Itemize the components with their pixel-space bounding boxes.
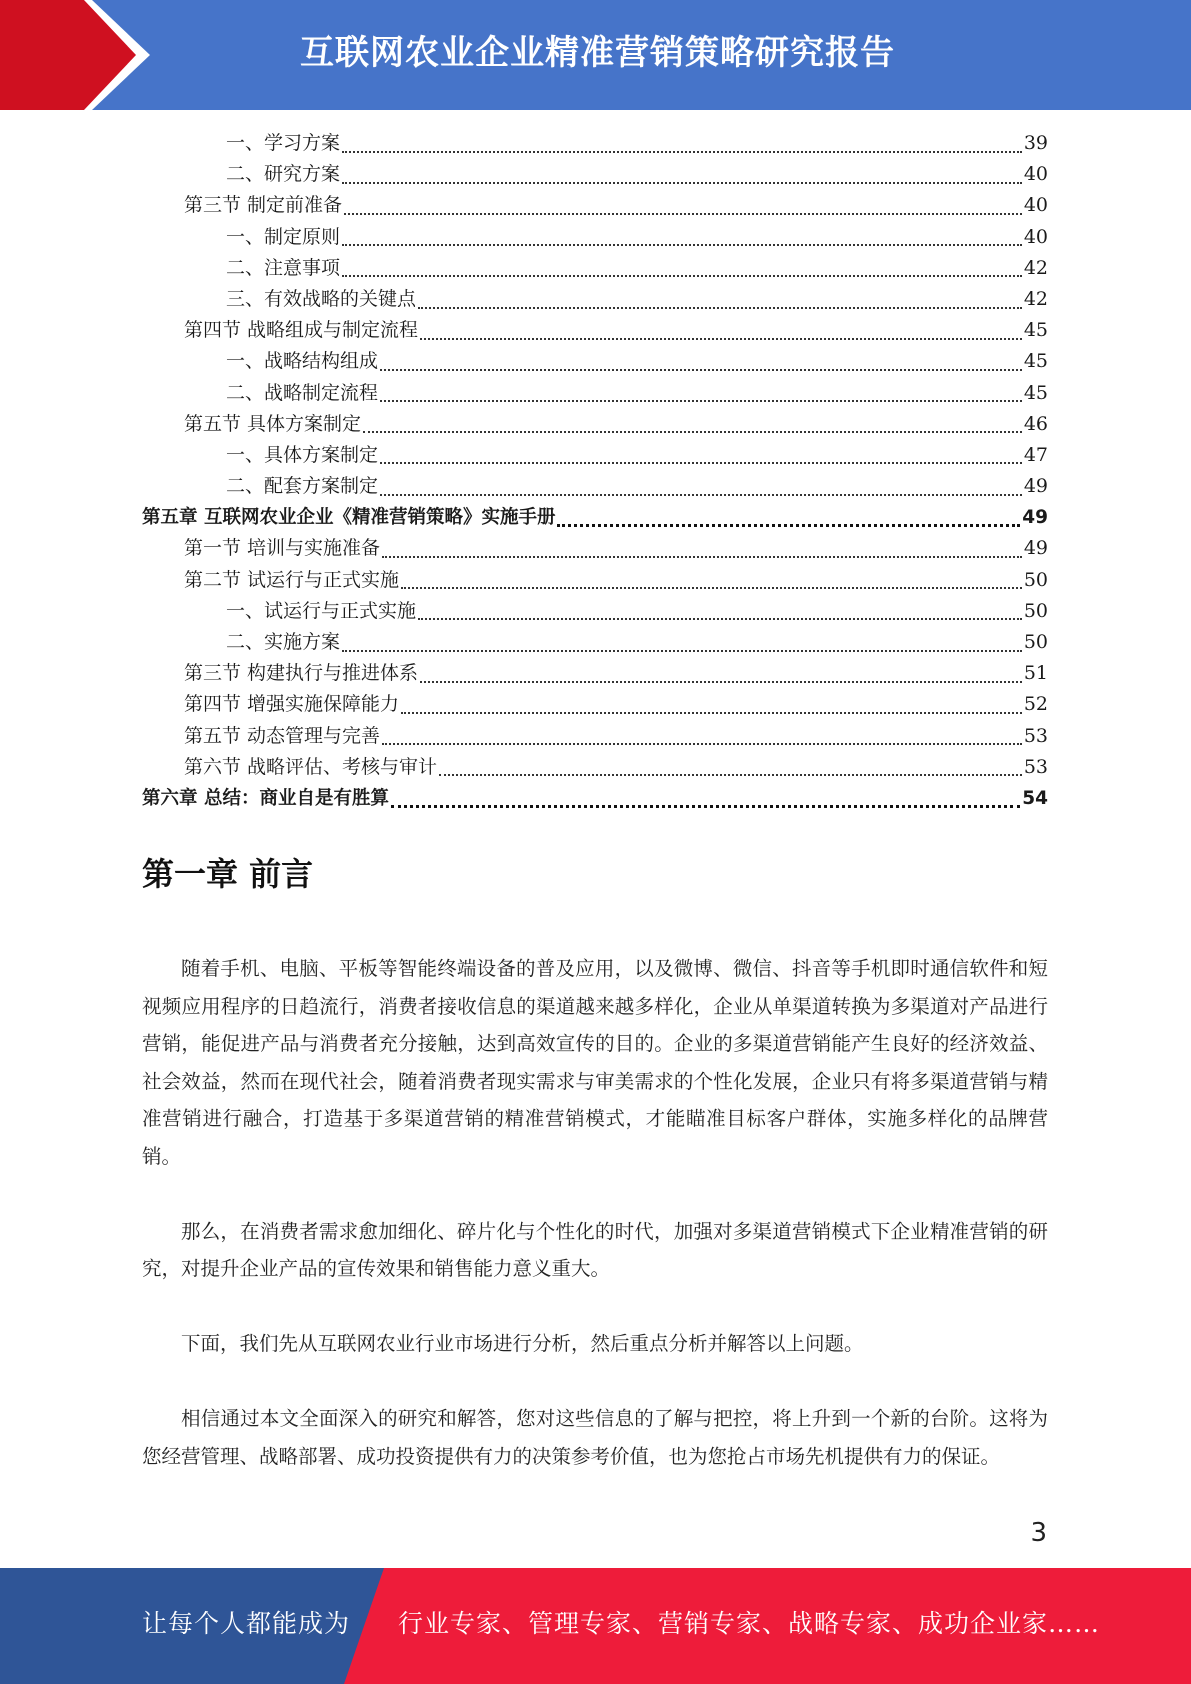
toc-entry-page: 49 (1022, 507, 1048, 529)
toc-leader-dots (557, 524, 1020, 527)
toc-entry[interactable] (142, 565, 1048, 596)
toc-leader-dots (420, 338, 1022, 340)
toc-entry-title: 第六章 总结：商业自是有胜算 (142, 787, 389, 809)
toc-entry-page: 42 (1023, 287, 1048, 310)
toc-entry-title: 一、试运行与正式实施 (226, 599, 417, 622)
toc-entry-page: 40 (1023, 225, 1048, 248)
toc-entry[interactable] (142, 440, 1048, 471)
toc-entry-page: 50 (1023, 631, 1048, 653)
red-arrow-decoration (0, 0, 150, 110)
toc-entry-title: 一、具体方案制定 (226, 443, 379, 466)
toc-entry[interactable] (142, 222, 1048, 253)
toc-entry-title: 第四节 战略组成与制定流程 (184, 319, 419, 342)
toc-entry-title: 三、有效战略的关键点 (226, 287, 417, 310)
toc-entry-page: 51 (1023, 662, 1048, 685)
toc-entry-page: 45 (1023, 319, 1048, 342)
toc-leader-dots (418, 618, 1022, 620)
toc-leader-dots (342, 182, 1022, 184)
toc-entry-title: 第四节 增强实施保障能力 (184, 693, 400, 716)
toc-leader-dots (439, 774, 1022, 776)
toc-leader-dots (342, 650, 1022, 652)
table-of-contents (142, 128, 1048, 814)
toc-entry[interactable] (142, 721, 1048, 752)
toc-entry-title: 第五节 具体方案制定 (184, 412, 362, 435)
toc-entry[interactable] (142, 159, 1048, 190)
footer-slogan-left: 让每个人都能成为 (142, 1609, 351, 1638)
toc-leader-dots (401, 587, 1022, 589)
paragraph: 下面，我们先从互联网农业行业市场进行分析，然后重点分析并解答以上问题。 (181, 1332, 864, 1355)
toc-entry[interactable] (142, 502, 1048, 533)
toc-entry-page: 47 (1023, 443, 1048, 466)
toc-entry[interactable] (142, 471, 1048, 502)
toc-entry[interactable] (142, 596, 1048, 627)
toc-entry[interactable] (142, 783, 1048, 814)
toc-leader-dots (380, 369, 1022, 371)
toc-leader-dots (363, 431, 1022, 433)
toc-entry-title: 第三节 构建执行与推进体系 (184, 662, 419, 685)
toc-entry-page: 50 (1023, 599, 1048, 622)
toc-leader-dots (382, 743, 1022, 745)
toc-leader-dots (401, 712, 1022, 714)
toc-entry[interactable] (142, 409, 1048, 440)
toc-leader-dots (380, 494, 1022, 496)
page-header (0, 0, 1191, 110)
toc-entry-page: 40 (1023, 163, 1048, 186)
toc-entry-title: 二、研究方案 (226, 163, 341, 186)
toc-entry-title: 二、实施方案 (226, 631, 341, 653)
toc-entry-page: 52 (1023, 693, 1048, 716)
toc-entry[interactable] (142, 315, 1048, 346)
toc-entry[interactable] (142, 378, 1048, 409)
toc-entry-title: 第二节 试运行与正式实施 (184, 568, 400, 591)
toc-entry[interactable] (142, 627, 1048, 658)
toc-leader-dots (342, 151, 1022, 153)
toc-leader-dots (418, 307, 1022, 309)
toc-entry[interactable] (142, 689, 1048, 720)
toc-entry[interactable] (142, 190, 1048, 221)
toc-leader-dots (380, 462, 1022, 464)
toc-entry-page: 45 (1023, 381, 1048, 404)
toc-entry-title: 二、注意事项 (226, 256, 341, 279)
toc-leader-dots (420, 681, 1022, 683)
document-title: 互联网农业企业精准营销策略研究报告 (300, 33, 895, 73)
toc-entry[interactable] (142, 128, 1048, 159)
toc-entry[interactable] (142, 346, 1048, 377)
toc-entry-title: 第三节 制定前准备 (184, 194, 343, 217)
toc-entry[interactable] (142, 284, 1048, 315)
toc-entry-page: 39 (1023, 132, 1048, 154)
chapter-heading: 第一章 前言 (142, 855, 314, 893)
paragraph: 那么，在消费者需求愈加细化、碎片化与个性化的时代，加强对多渠道营销模式下企业精准营销的研究，对提升企业产品的宣传效果和销售能力意义重大。 (142, 1219, 1048, 1280)
toc-entry-title: 一、学习方案 (226, 132, 341, 154)
toc-entry-page: 54 (1022, 787, 1048, 809)
toc-entry-page: 50 (1023, 568, 1048, 591)
toc-entry-page: 40 (1023, 194, 1048, 217)
toc-entry[interactable] (142, 752, 1048, 783)
footer-slogan-right: 行业专家、管理专家、营销专家、战略专家、成功企业家…… (398, 1609, 1101, 1638)
toc-entry-title: 第一节 培训与实施准备 (184, 537, 381, 560)
toc-entry[interactable] (142, 253, 1048, 284)
toc-entry-title: 一、制定原则 (226, 225, 341, 248)
toc-entry-title: 第五章 互联网农业企业《精准营销策略》实施手册 (142, 507, 556, 529)
page-footer (0, 1568, 1191, 1684)
toc-entry-page: 45 (1023, 350, 1048, 373)
toc-entry-page: 42 (1023, 256, 1048, 279)
toc-leader-dots (342, 275, 1022, 277)
toc-entry-page: 49 (1023, 537, 1048, 560)
toc-entry-title: 一、战略结构组成 (226, 350, 379, 373)
toc-leader-dots (382, 556, 1022, 558)
toc-entry-page: 53 (1023, 724, 1048, 747)
chapter-body (142, 950, 1048, 1513)
toc-entry-title: 第六节 战略评估、考核与审计 (184, 755, 438, 778)
toc-entry-title: 二、配套方案制定 (226, 475, 379, 498)
toc-entry[interactable] (142, 533, 1048, 564)
paragraph: 随着手机、电脑、平板等智能终端设备的普及应用，以及微博、微信、抖音等手机即时通信软件和短视频应用程序的日趋流行，消费者接收信息的渠道越来越多样化，企业从单渠道转换为多渠道对产品进行营销，能促进产品与消费者充分接触，达到高效宣传的目的。企业的多渠道营销能产生良好的经济效益、社会效益，然而在现代社会，随着消费者现实需求与审美需求的个性化发展，企业只有将多渠道营销与精准营销进行融合，打造基于多渠道营销的精准营销模式，才能瞄准目标客户群体，实施多样化的品牌营销。 (142, 957, 1048, 1168)
toc-entry-page: 49 (1023, 475, 1048, 498)
toc-entry-title: 第五节 动态管理与完善 (184, 724, 381, 747)
toc-entry-page: 46 (1023, 412, 1048, 435)
toc-leader-dots (391, 805, 1020, 808)
toc-leader-dots (344, 213, 1022, 215)
toc-entry-page: 53 (1023, 755, 1048, 778)
paragraph: 相信通过本文全面深入的研究和解答，您对这些信息的了解与把控，将上升到一个新的台阶。这将为您经营管理、战略部署、成功投资提供有力的决策参考价值，也为您抢占市场先机提供有力的保证。 (142, 1407, 1048, 1468)
toc-leader-dots (380, 400, 1022, 402)
page-number: 3 (1030, 1518, 1047, 1548)
toc-leader-dots (342, 244, 1022, 246)
toc-entry-title: 二、战略制定流程 (226, 381, 379, 404)
toc-entry[interactable] (142, 658, 1048, 689)
